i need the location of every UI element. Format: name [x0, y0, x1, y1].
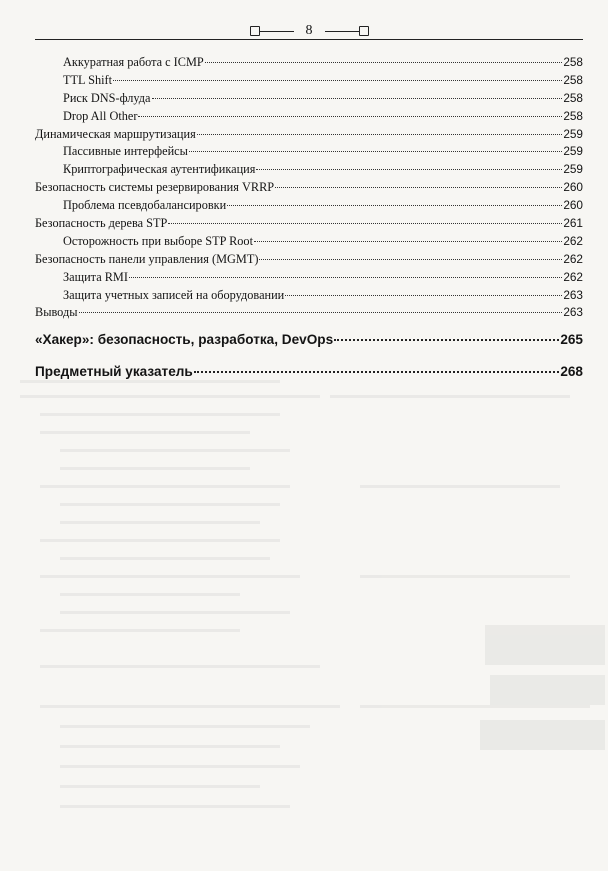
- dot-leader: [168, 223, 562, 224]
- dot-leader: [152, 98, 563, 99]
- ornament-square-left: [250, 26, 260, 36]
- toc-entry: [35, 91, 583, 109]
- toc-major-title: Предметный указатель: [35, 364, 193, 380]
- dot-leader: [227, 205, 562, 206]
- toc-entry-page: 258: [563, 108, 583, 123]
- toc-entry-title: Безопасность дерева STP: [35, 216, 168, 231]
- toc-entry-page: 260: [563, 180, 583, 195]
- toc-entry: [35, 162, 583, 180]
- dot-leader: [275, 187, 562, 188]
- toc-entry: [35, 305, 583, 323]
- toc-entry: [35, 180, 583, 198]
- toc-entry-title: TTL Shift: [63, 72, 113, 87]
- toc-entry-title: Риск DNS-флуда: [63, 90, 151, 105]
- toc-entry-page: 262: [563, 233, 583, 248]
- toc-entry-page: 263: [563, 305, 583, 320]
- dot-leader: [129, 277, 562, 278]
- ornament-square-right: [359, 26, 369, 36]
- toc-major-entry: [35, 364, 583, 384]
- dot-leader: [259, 259, 562, 260]
- toc-entry-page: 260: [563, 198, 583, 213]
- toc-entry: [35, 216, 583, 234]
- spacer: [35, 352, 583, 364]
- table-of-contents: [35, 55, 583, 384]
- toc-entry: [35, 252, 583, 270]
- dot-leader: [113, 80, 562, 81]
- toc-entry-title: Осторожность при выборе STP Root: [63, 233, 253, 248]
- toc-entry-title: Drop All Other: [63, 108, 138, 123]
- toc-entry: [35, 234, 583, 252]
- toc-entry-title: Криптографическая аутентификация: [63, 162, 256, 177]
- toc-entry: [35, 73, 583, 91]
- toc-major-page: 268: [560, 364, 583, 380]
- bleed-through-texture: [0, 375, 608, 871]
- toc-entry: [35, 127, 583, 145]
- toc-entry-page: 262: [563, 269, 583, 284]
- toc-entry-page: 263: [563, 287, 583, 302]
- toc-entry-page: 262: [563, 251, 583, 266]
- toc-entry-page: 259: [563, 144, 583, 159]
- toc-entry: [35, 144, 583, 162]
- dot-leader: [194, 371, 560, 373]
- dot-leader: [334, 339, 559, 341]
- toc-entry-title: Динамическая маршрутизация: [35, 126, 196, 141]
- toc-major-page: 265: [560, 332, 583, 348]
- dot-leader: [254, 241, 562, 242]
- toc-entry-page: 258: [563, 55, 583, 69]
- toc-entry-page: 259: [563, 126, 583, 141]
- dot-leader: [189, 151, 562, 152]
- toc-entry: [35, 288, 583, 306]
- page-number: 8: [305, 23, 313, 38]
- dot-leader: [256, 169, 562, 170]
- dot-leader: [197, 134, 563, 135]
- toc-entry-page: 258: [563, 90, 583, 105]
- toc-entry-page: 259: [563, 162, 583, 177]
- toc-entry-title: Защита RMI: [63, 269, 128, 284]
- toc-entry-title: Выводы: [35, 305, 78, 320]
- dot-leader: [138, 116, 562, 117]
- dot-leader: [205, 62, 563, 63]
- header-ornament: [35, 22, 583, 40]
- toc-entry-page: 258: [563, 72, 583, 87]
- toc-entry: [35, 270, 583, 288]
- ornament-dash-right: [325, 31, 359, 32]
- toc-entry: [35, 109, 583, 127]
- toc-major-title: «Хакер»: безопасность, разработка, DevOps: [35, 332, 334, 348]
- toc-entry-title: Безопасность панели управления (MGMT): [35, 251, 259, 266]
- toc-entry-title: Безопасность системы резервирования VRRP: [35, 180, 275, 195]
- toc-entry-page: 261: [563, 216, 583, 231]
- toc-entry-title: Защита учетных записей на оборудовании: [63, 287, 285, 302]
- spacer: [35, 323, 583, 332]
- dot-leader: [285, 295, 562, 296]
- toc-entry: [35, 55, 583, 73]
- ornament-dash-left: [260, 31, 294, 32]
- toc-entry-title: Проблема псевдобалансировки: [63, 198, 227, 213]
- toc-entry: [35, 198, 583, 216]
- dot-leader: [79, 312, 563, 313]
- toc-entry-title: Пассивные интерфейсы: [63, 144, 188, 159]
- toc-entry-title: Аккуратная работа с ICMP: [63, 55, 204, 69]
- page-header: [35, 20, 583, 42]
- toc-major-entry: [35, 332, 583, 352]
